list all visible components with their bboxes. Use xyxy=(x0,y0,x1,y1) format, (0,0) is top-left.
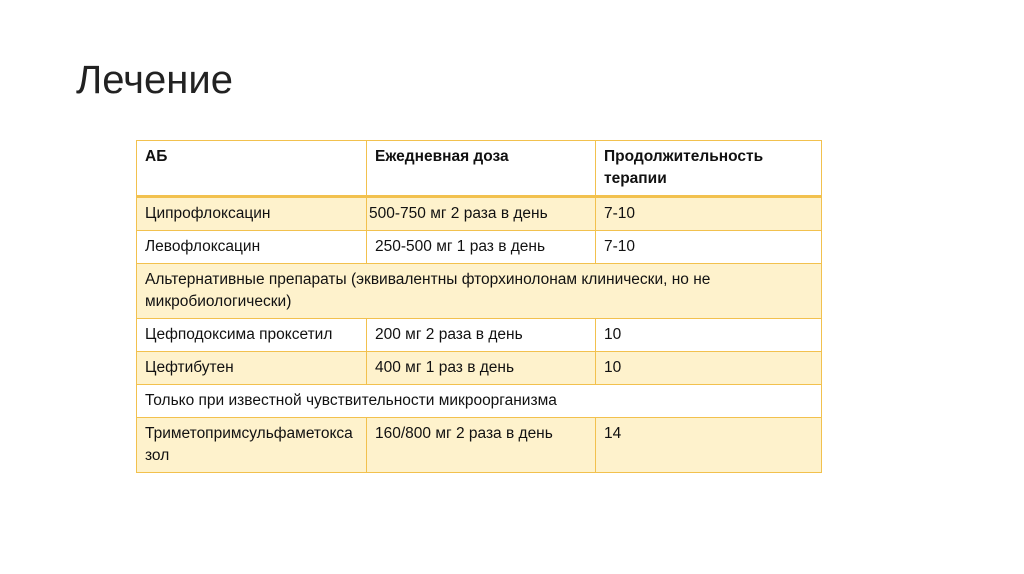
duration-cell: 10 xyxy=(596,319,822,352)
header-duration: Продолжительность терапии xyxy=(596,141,822,197)
dose-cell: 400 мг 1 раз в день xyxy=(367,352,596,385)
table-row xyxy=(137,231,822,264)
drug-cell: Цефподоксима проксетил xyxy=(137,319,367,352)
dose-cell: 200 мг 2 раза в день xyxy=(367,319,596,352)
header-daily-dose: Ежедневная доза xyxy=(367,141,596,197)
table-section-row xyxy=(137,385,822,418)
table-row xyxy=(137,197,822,231)
table-row xyxy=(137,319,822,352)
table-section-row xyxy=(137,264,822,319)
drug-cell: Ципрофлоксацин xyxy=(137,197,367,231)
drug-cell: Левофлоксацин xyxy=(137,231,367,264)
duration-cell: 14 xyxy=(596,418,822,473)
treatment-table xyxy=(136,140,822,473)
duration-cell: 10 xyxy=(596,352,822,385)
table-row xyxy=(137,418,822,473)
slide-title: Лечение xyxy=(76,58,233,102)
table-header-row xyxy=(137,141,822,197)
drug-cell: Триметопримсульфаметоксазол xyxy=(137,418,367,473)
duration-cell: 7-10 xyxy=(596,197,822,231)
section-note: Альтернативные препараты (эквивалентны фторхинолонам клинически, но не микробиологически) xyxy=(137,264,822,319)
section-note: Только при известной чувствительности микроорганизма xyxy=(137,385,822,418)
dose-cell: 500-750 мг 2 раза в день xyxy=(367,197,596,231)
dose-cell: 160/800 мг 2 раза в день xyxy=(367,418,596,473)
drug-cell: Цефтибутен xyxy=(137,352,367,385)
header-antibiotic: АБ xyxy=(137,141,367,197)
table-row xyxy=(137,352,822,385)
duration-cell: 7-10 xyxy=(596,231,822,264)
dose-cell: 250-500 мг 1 раз в день xyxy=(367,231,596,264)
